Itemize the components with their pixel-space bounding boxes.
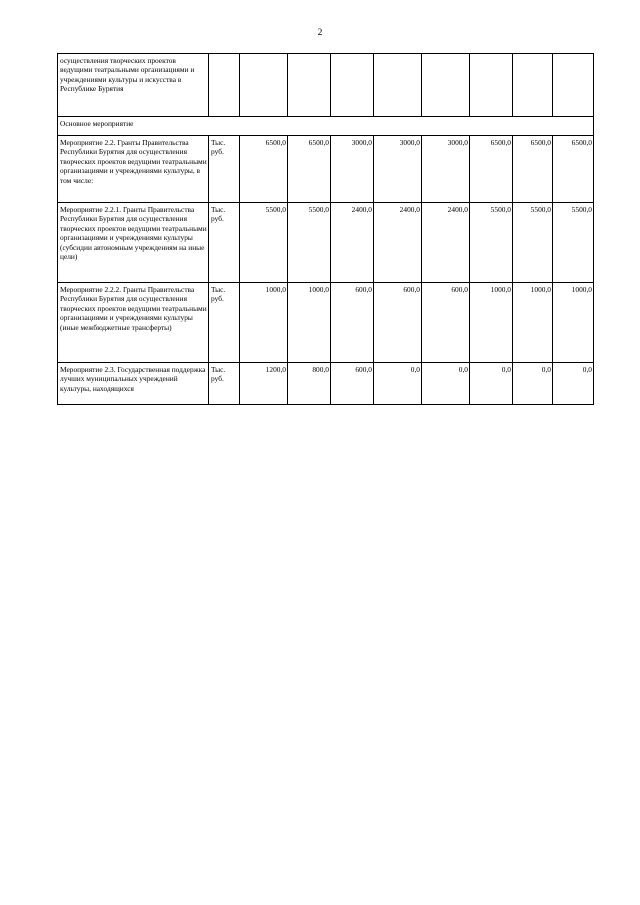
table-row <box>58 136 594 203</box>
value-cell <box>240 54 288 117</box>
row-description: Мероприятие 2.2.1. Гранты Правительства Республики Бурятия для осуществления творческих проектов ведущими театральными организациями и учреждениями культуры (субсидии автономным учреждениям на иные цели) <box>58 203 209 283</box>
value-cell: 0,0 <box>374 363 422 405</box>
budget-table <box>57 53 594 405</box>
row-description: Мероприятие 2.2. Гранты Правительства Республики Бурятия для осуществления творческих проектов ведущими театральными организациями и учреждениями культуры, в том числе: <box>58 136 209 203</box>
value-cell: 1000,0 <box>288 283 331 363</box>
value-cell <box>374 54 422 117</box>
value-cell: 6500,0 <box>553 136 594 203</box>
value-cell: 600,0 <box>374 283 422 363</box>
row-unit: Тыс. руб. <box>209 203 240 283</box>
value-cell: 5500,0 <box>240 203 288 283</box>
value-cell: 6500,0 <box>240 136 288 203</box>
value-cell: 6500,0 <box>288 136 331 203</box>
row-description: осуществления творческих проектов ведущими театральными организациями и учреждениями культуры и искусства в Республике Бурятия <box>58 54 209 117</box>
value-cell: 3000,0 <box>331 136 374 203</box>
value-cell: 1000,0 <box>240 283 288 363</box>
value-cell <box>422 54 470 117</box>
value-cell: 600,0 <box>331 363 374 405</box>
row-unit: Тыс. руб. <box>209 363 240 405</box>
table-row <box>58 203 594 283</box>
value-cell: 2400,0 <box>331 203 374 283</box>
value-cell: 1000,0 <box>470 283 513 363</box>
value-cell: 5500,0 <box>513 203 553 283</box>
value-cell: 0,0 <box>553 363 594 405</box>
table-row <box>58 363 594 405</box>
section-label: Основное мероприятие <box>58 117 594 136</box>
value-cell <box>288 54 331 117</box>
value-cell <box>513 54 553 117</box>
value-cell <box>553 54 594 117</box>
row-unit: Тыс. руб. <box>209 136 240 203</box>
value-cell: 0,0 <box>513 363 553 405</box>
row-unit: Тыс. руб. <box>209 283 240 363</box>
row-description: Мероприятие 2.2.2. Гранты Правительства Республики Бурятия для осуществления творческих проектов ведущими театральными организациями и учреждениями культуры (иные межбюджетные трансферты) <box>58 283 209 363</box>
row-description: Мероприятие 2.3. Государственная поддержка лучших муниципальных учреждений культуры, находящихся <box>58 363 209 405</box>
value-cell: 6500,0 <box>513 136 553 203</box>
value-cell: 600,0 <box>422 283 470 363</box>
value-cell: 600,0 <box>331 283 374 363</box>
value-cell: 6500,0 <box>470 136 513 203</box>
table-row <box>58 283 594 363</box>
value-cell: 800,0 <box>288 363 331 405</box>
value-cell: 5500,0 <box>288 203 331 283</box>
value-cell: 5500,0 <box>470 203 513 283</box>
value-cell: 3000,0 <box>374 136 422 203</box>
value-cell <box>331 54 374 117</box>
value-cell: 1000,0 <box>553 283 594 363</box>
value-cell: 5500,0 <box>553 203 594 283</box>
value-cell: 2400,0 <box>374 203 422 283</box>
page-number: 2 <box>317 28 323 38</box>
value-cell: 1200,0 <box>240 363 288 405</box>
value-cell: 2400,0 <box>422 203 470 283</box>
value-cell: 1000,0 <box>513 283 553 363</box>
value-cell: 3000,0 <box>422 136 470 203</box>
row-unit <box>209 54 240 117</box>
value-cell: 0,0 <box>470 363 513 405</box>
value-cell <box>470 54 513 117</box>
section-row <box>58 117 594 136</box>
value-cell: 0,0 <box>422 363 470 405</box>
table-row <box>58 54 594 117</box>
